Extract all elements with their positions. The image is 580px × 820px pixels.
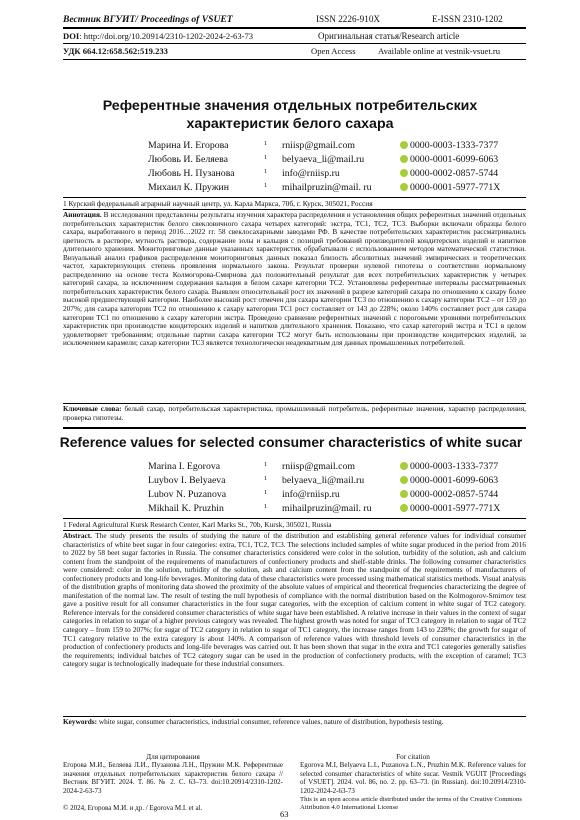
author-name: Marina I. Egorova <box>148 461 221 472</box>
header-rule-bottom <box>63 59 526 60</box>
copyright: © 2024, Егорова М.И. и др. / Egorova M.I. et al. <box>63 804 203 812</box>
title-english: Reference values for selected consumer characteristics of white sucar <box>59 435 523 450</box>
orcid-link[interactable] <box>400 489 498 501</box>
affiliation-mark: 1 <box>264 168 268 175</box>
citation-heading-ru: Для цитирования <box>146 752 200 761</box>
citation-heading-en: For citation <box>396 752 430 761</box>
journal-name: Вестник ВГУИТ/ Proceedings of VSUET <box>63 14 233 25</box>
author-email[interactable]: mihailpruzin@mail. ru <box>282 182 372 193</box>
affiliation-mark: 1 <box>264 182 268 189</box>
abstract-label-en: Abstract. <box>63 531 92 540</box>
header-rule-top <box>63 27 526 29</box>
doi-label: DOI <box>63 31 80 41</box>
abstract-en <box>63 532 526 669</box>
orcid-icon <box>400 504 408 512</box>
eissn: E-ISSN 2310-1202 <box>432 14 503 24</box>
orcid-link[interactable] <box>400 182 500 194</box>
orcid-icon <box>400 490 408 498</box>
affiliation-rule-en <box>63 518 526 519</box>
title-russian: Референтные значения отдельных потребительских характеристик белого сахара <box>102 98 478 132</box>
orcid-id: 0000-0002-0857-5744 <box>410 168 499 179</box>
author-name: Любовь И. Беляева <box>148 154 228 165</box>
keywords-label-ru: Ключевые слова: <box>63 404 122 413</box>
keywords-text-en: white sugar, consumer characteristics, industrial consumer, reference values, nature of distribution, hypothesis testing. <box>97 717 444 726</box>
orcid-id: 0000-0001-6099-6063 <box>410 154 499 165</box>
open-access-label: Open Access <box>311 46 356 56</box>
header-rule-mid <box>63 43 526 44</box>
author-name: Lubov N. Puzanova <box>148 489 227 500</box>
orcid-id: 0000-0001-6099-6063 <box>410 475 499 486</box>
citation-text-ru: Егорова М.И., Беляева Л.И., Пузанова Л.Н., Пружин М.К. Референтные значения отдельных потребительских характеристик белого сахара // Вестник ВГУИТ. 2024. Т. 86. № 2. С. 63–73. doi:10.20914/2310-1202-2024-2-63-73 <box>63 761 283 795</box>
orcid-icon <box>400 462 408 470</box>
affiliation-mark: 1 <box>264 140 268 147</box>
keywords-en <box>63 718 526 727</box>
available-online-link[interactable]: Available online at vestnik-vsuet.ru <box>378 46 501 56</box>
affiliation-en: 1 Federal Agricultural Kursk Research Center, Karl Marks St., 70b, Kursk, 305021, Russia <box>63 520 332 529</box>
author-email[interactable]: info@rniisp.ru <box>282 168 340 179</box>
orcid-id: 0000-0002-0857-5744 <box>410 489 499 500</box>
orcid-id: 0000-0003-1333-7377 <box>410 140 499 151</box>
doi-line <box>63 31 253 42</box>
citation-text-en: Egorova M.I, Belyaeva L.I., Puzanova L.N., Pruzhin M.K. Reference values for selected consumer characteristics of white sucar. Vestnik VGUIT [Proceedings of VSUET]. 2024. vol. 86, no. 2. pp. 63–73. (in Russian). doi:10.20914/2310-1202-2024-2-63-73 <box>300 761 526 795</box>
abstract-text-en: The study presents the results of studying the nature of the distribution and establishing general reference values for individual consumer characteristics of white beet sugar in four categories: extra, TC1, TC2, TC3. The selections included samples of white sugar produced in the period from 2016 to 2022 by 58 beet sugar factories in Russia. The consumer characteristics considered were color in the solution, turbidity of the solution, ash and calcium content from the standpoint of the requirements of manufacturers of confectionery products and shelf-stable drinks. The following consumer characteristics were considered: color in the solution, turbidity of the solution, ash and calcium content from the standpoint of the requirements of manufacturers of confectionery products and long-life beverages. Monitoring data of these characteristics were processed using mathematical statistics methods. Visual analysis of the distribution graphs of monitoring data showed the proximity of the absolute values of empirical and theoretical frequencies characterizing the degree of manifestation of the normal law. The result of testing the null hypothesis of compliance with the normal distribution based on the Kolmogorov-Smirnov test gave a positive result for all consumer characteristics in the four sugar categories, with the exception of calcium content in white sugar of TC2 category. Reference intervals for the considered consumer characteristics of white sugar have been established. A relative increase in their values in the context of sugar categories in relation to sugar of a higher previous category was revealed. The highest growth was noted for sugar of TC3 category in relation to sugar of TC2 category – from 159 to 207%; for sugar of TC2 category in relation to sugar of TC1 category, the increase ranges from 143 to 228%; the growth for sugar of TC1 category relative to the extra category is about 140%. A comparison of reference values with threshold levels of consumer characteristics in the production of confectionery products and long-life beverages was carried out. It has been shown that sugar in the extra and TC1 categories generally satisfies the requirements; individual batches of TC2 category sugar can be used in the production of confectionery products, with the exception of caramel; TC3 category sugar is technologically inadequate for these industrial consumers. <box>63 531 526 669</box>
abstract-label-ru: Аннотация. <box>63 210 102 219</box>
udk-line <box>63 46 168 57</box>
keywords-label-en: Keywords: <box>63 717 98 726</box>
author-name: Mikhail K. Pruzhin <box>148 503 224 514</box>
author-email[interactable]: mihailpruzin@mail. ru <box>282 503 372 514</box>
orcid-icon <box>400 169 408 177</box>
article-type: Оригинальная статья/Research article <box>318 31 460 41</box>
keywords-text-ru: белый сахар, потребительская характеристика, промышленный потребитель, референтные значения, характер распределения, проверка гипотезы. <box>63 404 527 422</box>
page-number: 63 <box>280 809 289 819</box>
affiliation-mark: 1 <box>264 503 268 510</box>
affiliation-rule-ru <box>63 197 526 198</box>
udk-label: УДК <box>63 46 81 56</box>
author-name: Марина И. Егорова <box>148 140 229 151</box>
orcid-icon <box>400 183 408 191</box>
issn: ISSN 2226-910X <box>316 14 381 24</box>
affiliation-ru: 1 Курский федеральный аграрный научный центр, ул. Карла Маркса, 70б, г. Курск, 305021, Россия <box>63 199 373 208</box>
orcid-link[interactable] <box>400 503 500 515</box>
author-email[interactable]: info@rniisp.ru <box>282 489 340 500</box>
orcid-link[interactable] <box>400 154 498 166</box>
author-email[interactable]: rniisp@gmail.com <box>282 461 355 472</box>
orcid-icon <box>400 141 408 149</box>
orcid-icon <box>400 476 408 484</box>
abstract-text-ru: В исследовании представлены результаты изучения характера распределения и установления общих референтных значений отдельных потребительских характеристик белого свекловичного сахара четырех категорий: экстра, ТС1, ТС2, ТС3. Выборки включали образцы белого сахара, выработанного в период 2016…2022 гг. 58 свеклосахарными заводами РФ. В качестве потребительских характеристик рассматривались цветность в растворе, мутность раствора, содержание золы и кальция с позиций требований производителей кондитерских изделий и напитков длительного хранения. Мониторинговые данные указанных характеристик обрабатывали с использованием методов математической статистики. Визуальный анализ графиков распределения мониторинговых данных показал близость абсолютных значений эмпирических и теоретических частот, характеризующих степень проявления нормального закона. Результат проверки нулевой гипотезы о соответствии нормальному распределению на основе теста Колмогорова-Смирнова дал положительный результат для всех потребительских характеристик у четырех категорий сахара, за исключением содержания кальция в белом сахаре категории ТС2. Установлены референтные интервалы рассматриваемых потребительских характеристик белого сахара. Выявлен относительный рост их значений в разрезе категорий сахара по отношению к сахару более высокой предшествующей категории. Наиболее высокий рост отмечен для сахара категории ТС3 по отношению к сахару категории ТС2 – от 159 до 207%; для сахара категории ТС2 по отношению к сахару категории ТС1 рост составляет от 143 до 228%; около 140% составляет рост для сахара категории ТС1 по отношению к сахару категории экстра. Проведено сравнение референтных значений с пороговыми уровнями потребительских характеристик при производстве кондитерских изделий и напитков длительного хранения. Показано, что сахар категорий экстра и ТС1 в целом удовлетворяет требованиям; отдельные партии сахара категории ТС2 могут быть использованы при производстве кондитерских изделий, за исключением карамели; сахар категории ТС3 является технологически неадекватным для данных промышленных потребителей. <box>63 210 526 348</box>
orcid-id: 0000-0001-5977-771X <box>410 182 501 193</box>
author-name: Михаил К. Пружин <box>148 182 229 193</box>
affiliation-mark: 1 <box>264 154 268 161</box>
abstract-ru <box>63 211 526 348</box>
affiliation-mark: 1 <box>264 489 268 496</box>
author-email[interactable]: rniisp@gmail.com <box>282 140 355 151</box>
orcid-link[interactable] <box>400 168 498 180</box>
author-email[interactable]: belyaeva_li@mail.ru <box>282 154 365 165</box>
license-text[interactable]: This is an open access article distributed under the terms of the Creative Commons Attribution 4.0 International License <box>300 796 522 811</box>
author-name: Любовь Н. Пузанова <box>148 168 235 179</box>
section-separator <box>63 427 526 429</box>
authors-en <box>148 461 528 516</box>
orcid-icon <box>400 155 408 163</box>
affiliation-mark: 1 <box>264 475 268 482</box>
orcid-link[interactable] <box>400 461 498 473</box>
doi-link[interactable]: : http://doi.org/10.20914/2310-1202-2024-2-63-73 <box>79 31 254 41</box>
orcid-link[interactable] <box>400 140 498 152</box>
orcid-id: 0000-0001-5977-771X <box>410 503 501 514</box>
udk-value: 664.12:658.562:519.233 <box>80 46 168 56</box>
orcid-id: 0000-0003-1333-7377 <box>410 461 499 472</box>
affiliation-mark: 1 <box>264 461 268 468</box>
author-email[interactable]: belyaeva_li@mail.ru <box>282 475 365 486</box>
keywords-ru <box>63 405 526 422</box>
orcid-link[interactable] <box>400 475 498 487</box>
author-name: Luybov I. Belyaeva <box>148 475 226 486</box>
authors-ru <box>148 140 528 195</box>
